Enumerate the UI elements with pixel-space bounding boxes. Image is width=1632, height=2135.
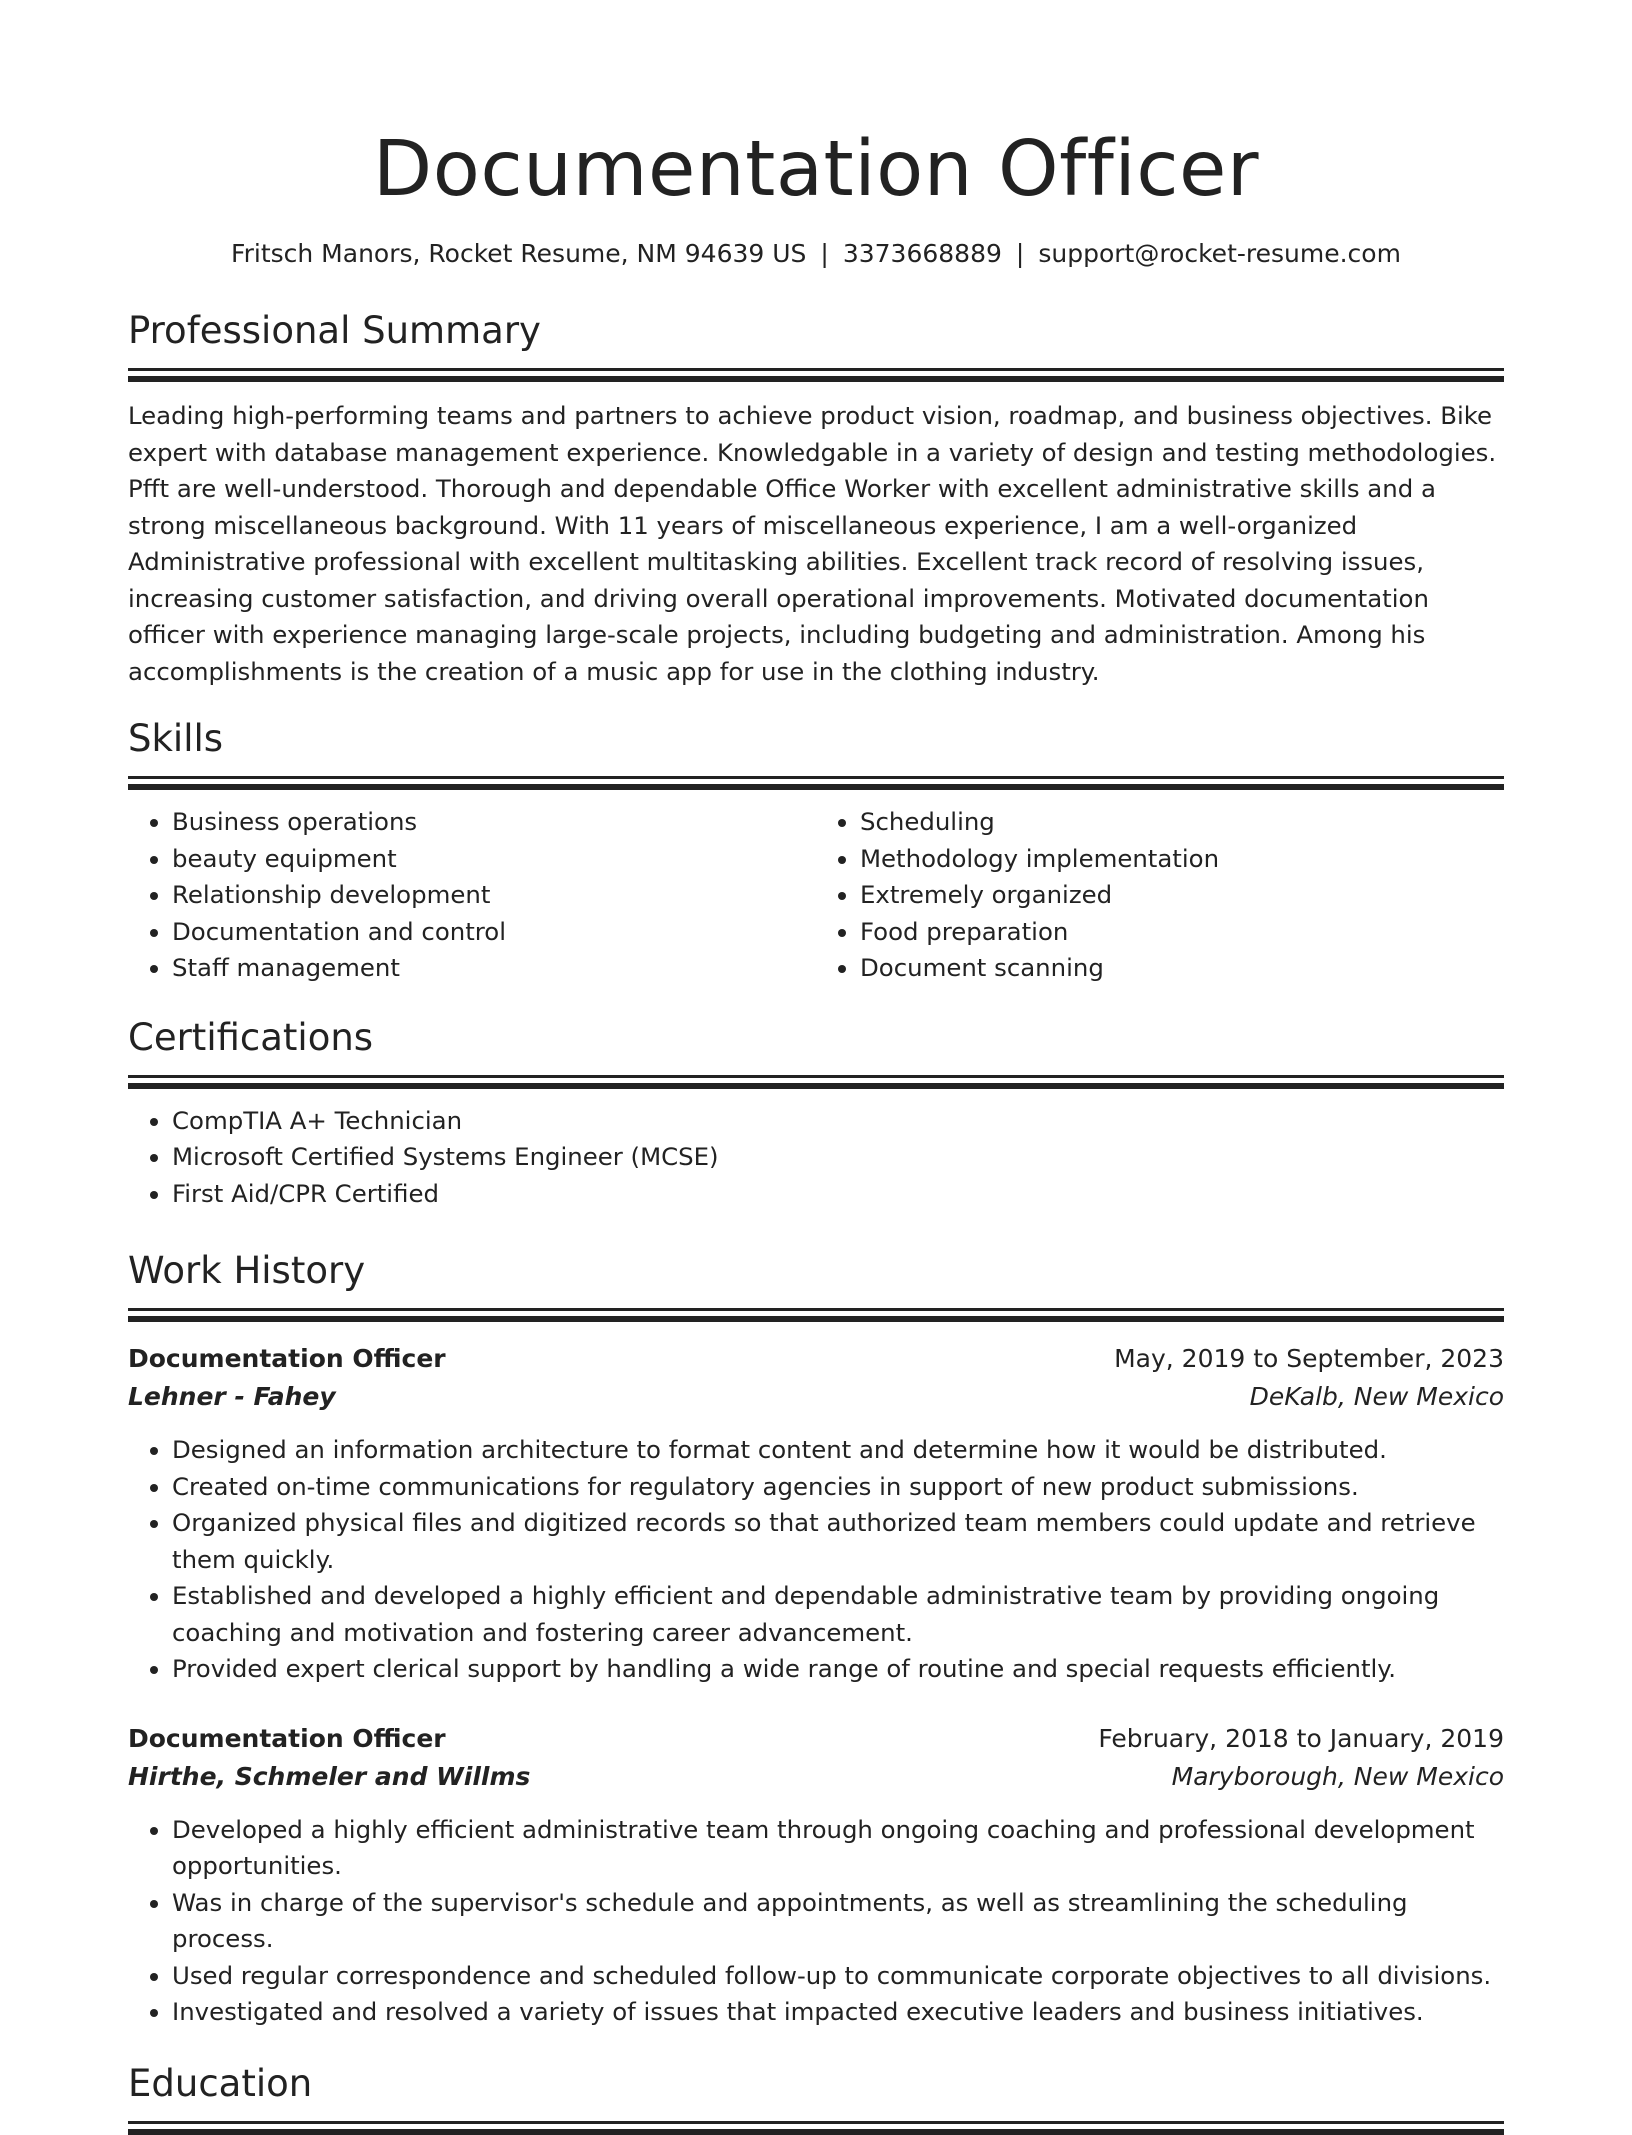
job-bullet: • Designed an information architecture to format content and determine how it would be distributed. — [172, 1432, 1504, 1469]
job-entry — [128, 1720, 1504, 2031]
work-history-section — [128, 1246, 1504, 2031]
certifications-section — [128, 1013, 1504, 1213]
contact-email: support@rocket-resume.com — [1038, 239, 1401, 268]
section-title-education: Education — [128, 2061, 313, 2105]
job-company: Hirthe, Schmeler and Willms — [128, 1761, 531, 1791]
job-title: Documentation Officer — [128, 1723, 446, 1753]
skills-section — [128, 714, 1504, 987]
section-divider — [128, 776, 1504, 779]
job-header-row — [128, 1720, 1504, 1758]
contact-line — [128, 236, 1504, 272]
skills-list-right — [816, 804, 1504, 987]
job-bullet: • Provided expert clerical support by handling a wide range of routine and special requests efficiently. — [172, 1651, 1504, 1688]
skill-item: • Extremely organized — [860, 877, 1504, 914]
summary-section — [128, 306, 1504, 690]
job-bullet: • Investigated and resolved a variety of issues that impacted executive leaders and business initiatives. — [172, 1994, 1504, 2031]
skill-item: • beauty equipment — [172, 841, 816, 878]
section-title-work-history: Work History — [128, 1249, 366, 1292]
section-divider — [128, 376, 1504, 382]
contact-address: Fritsch Manors, Rocket Resume, NM 94639 US — [231, 239, 807, 268]
job-bullet: • Organized physical files and digitized records so that authorized team members could update and retrieve them quickly. — [172, 1505, 1504, 1578]
job-entry — [128, 1340, 1504, 1688]
job-title: Documentation Officer — [128, 1344, 446, 1373]
job-dates: February, 2018 to January, 2019 — [1098, 1723, 1504, 1753]
skill-item: • Business operations — [172, 804, 816, 841]
job-location: Maryborough, New Mexico — [1171, 1761, 1504, 1791]
contact-separator: | — [1015, 239, 1025, 268]
skill-item: • Staff management — [172, 950, 816, 987]
job-bullet: • Developed a highly efficient administrative team through ongoing coaching and professional development opportunities. — [172, 1812, 1504, 1885]
section-divider — [128, 1316, 1504, 1322]
skill-item: • Document scanning — [860, 950, 1504, 987]
job-subheader-row — [128, 1378, 1504, 1416]
section-title-skills: Skills — [128, 717, 224, 760]
contact-separator: | — [820, 239, 829, 268]
job-subheader-row — [128, 1758, 1504, 1796]
job-bullet: • Created on-time communications for regulatory agencies in support of new product submissions. — [172, 1469, 1504, 1506]
section-divider — [128, 1308, 1504, 1311]
skills-grid — [128, 790, 1504, 987]
certification-item: • First Aid/CPR Certified — [172, 1176, 1504, 1213]
section-divider — [128, 1075, 1504, 1078]
job-company: Lehner - Fahey — [128, 1382, 336, 1411]
skill-item: • Methodology implementation — [860, 841, 1504, 878]
section-divider — [128, 1083, 1504, 1089]
skill-item: • Food preparation — [860, 914, 1504, 951]
job-dates: May, 2019 to September, 2023 — [1114, 1344, 1504, 1373]
contact-phone: 3373668889 — [842, 239, 1002, 268]
certifications-list — [128, 1103, 1504, 1213]
section-title-summary: Professional Summary — [128, 309, 541, 352]
section-divider — [128, 368, 1504, 371]
job-header-row — [128, 1340, 1504, 1378]
education-section — [128, 2059, 1504, 2135]
section-title-certifications: Certifications — [128, 1015, 374, 1059]
resume-name: Documentation Officer — [372, 125, 1260, 214]
job-bullet: • Established and developed a highly efficient and dependable administrative team by providing ongoing coaching and motivation and fostering career advancement. — [172, 1578, 1504, 1651]
certification-item: • CompTIA A+ Technician — [172, 1103, 1504, 1140]
job-bullets — [128, 1432, 1504, 1688]
section-divider — [128, 2129, 1504, 2135]
skill-item: • Relationship development — [172, 877, 816, 914]
section-divider — [128, 2121, 1504, 2124]
job-bullet: • Used regular correspondence and scheduled follow-up to communicate corporate objectives to all divisions. — [172, 1958, 1504, 1995]
job-location: DeKalb, New Mexico — [1249, 1382, 1504, 1411]
job-bullets — [128, 1812, 1504, 2031]
skills-list-left — [128, 804, 816, 987]
skill-item: • Scheduling — [860, 804, 1504, 841]
summary-text: Leading high-performing teams and partners to achieve product vision, roadmap, and business objectives. Bike expert with database management experience. Knowledgable in a variety of design and testing methodologies. Pfft are well-understood. Thorough and dependable Office Worker with excellent administrative skills and a strong miscellaneous background. With 11 years of miscellaneous experience, I am a well-organized Administrative professional with excellent multitasking abilities. Excellent track record of resolving issues, increasing customer satisfaction, and driving overall operational improvements. Motivated documentation officer with experience managing large-scale projects, including budgeting and administration. Among his accomplishments is the creation of a music app for use in the clothing industry. — [128, 401, 1497, 686]
certification-item: • Microsoft Certified Systems Engineer (MCSE) — [172, 1139, 1504, 1176]
job-bullet: • Was in charge of the supervisor's schedule and appointments, as well as streamlining the scheduling process. — [172, 1885, 1504, 1958]
skill-item: • Documentation and control — [172, 914, 816, 951]
